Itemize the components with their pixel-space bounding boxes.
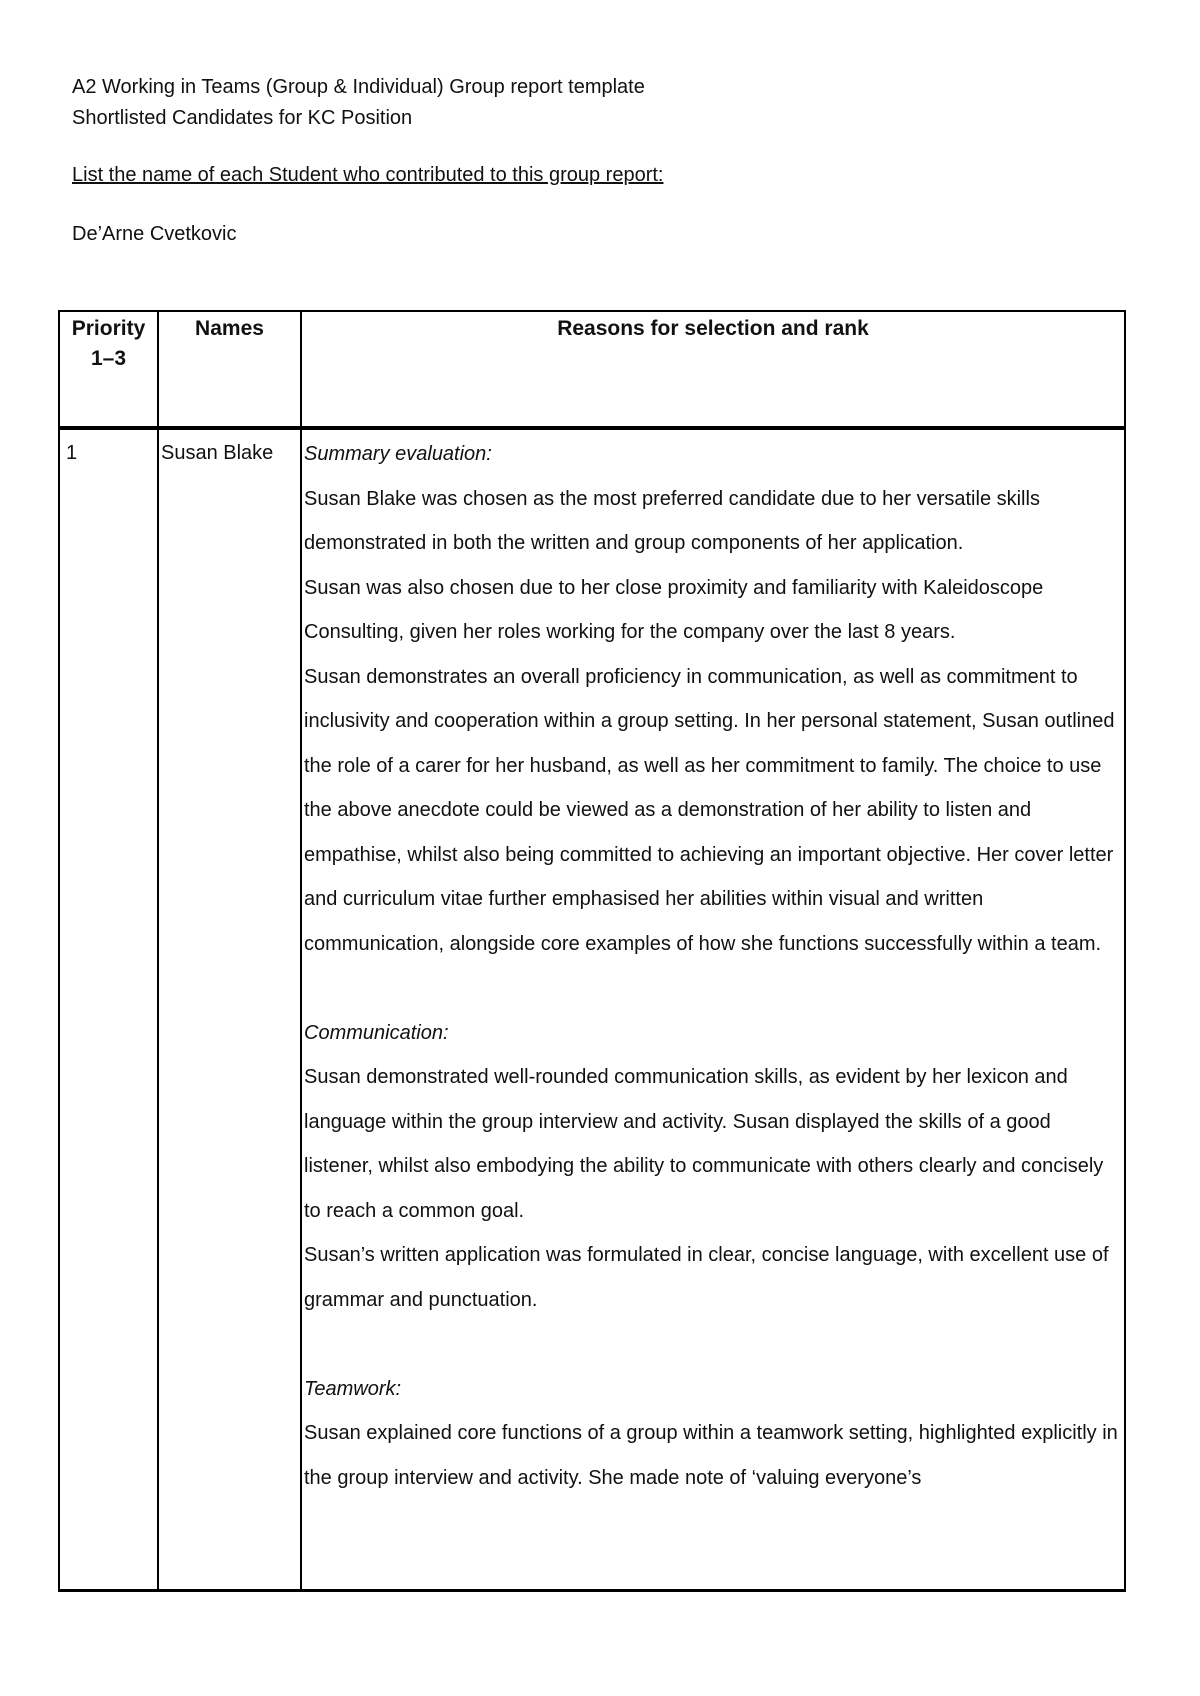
table-header-row (59, 311, 1125, 428)
teamwork-heading: Teamwork: (304, 1377, 402, 1400)
contributors-prompt: List the name of each Student who contributed to this group report: (72, 164, 664, 186)
section-spacer (304, 966, 1122, 1011)
header-names: Names (158, 311, 301, 428)
communication-paragraph: Susan’s written application was formulated in clear, concise language, with excellent use of grammar and punctuation. (304, 1244, 1109, 1311)
document-title: A2 Working in Teams (Group & Individual) Group report template (72, 76, 645, 98)
summary-heading: Summary evaluation: (304, 443, 492, 465)
header-reasons: Reasons for selection and rank (301, 311, 1125, 428)
summary-paragraph: Susan demonstrates an overall proficiency in communication, as well as commitment to inclusivity and cooperation within a group setting. In her personal statement, Susan outlined the role of a carer for her husband, as well as her commitment to family. The choice to use the above anecdote could be viewed as a demonstration of her ability to listen and empathise, whilst also being committed to achieving an important objective. Her cover letter and curriculum vitae further emphasised her abilities within visual and written communication, alongside core examples of how she functions successfully within a team. (304, 665, 1115, 955)
communication-heading: Communication: (304, 1021, 449, 1044)
summary-paragraph: Susan was also chosen due to her close proximity and familiarity with Kaleidoscope Consulting, given her roles working for the company over the last 8 years. (304, 576, 1044, 643)
name-cell: Susan Blake (158, 428, 301, 1591)
reasons-cell (301, 428, 1125, 1591)
candidates-table (58, 310, 1126, 1592)
teamwork-paragraph: Susan explained core functions of a group within a teamwork setting, highlighted explicitly in the group interview and activity. She made note of ‘valuing everyone’s (304, 1422, 1118, 1489)
contributor-name: De’Arne Cvetkovic (72, 223, 237, 245)
section-spacer (304, 1322, 1122, 1367)
table-row (59, 428, 1125, 1591)
priority-cell: 1 (59, 428, 158, 1591)
header-priority: Priority 1–3 (59, 311, 158, 428)
communication-paragraph: Susan demonstrated well-rounded communication skills, as evident by her lexicon and language within the group interview and activity. Susan displayed the skills of a good listener, whilst also embodying the ability to communicate with others clearly and concisely to reach a common goal. (304, 1066, 1104, 1222)
summary-paragraph: Susan Blake was chosen as the most preferred candidate due to her versatile skills demonstrated in both the written and group components of her application. (304, 487, 1040, 554)
document-subtitle: Shortlisted Candidates for KC Position (72, 107, 413, 129)
